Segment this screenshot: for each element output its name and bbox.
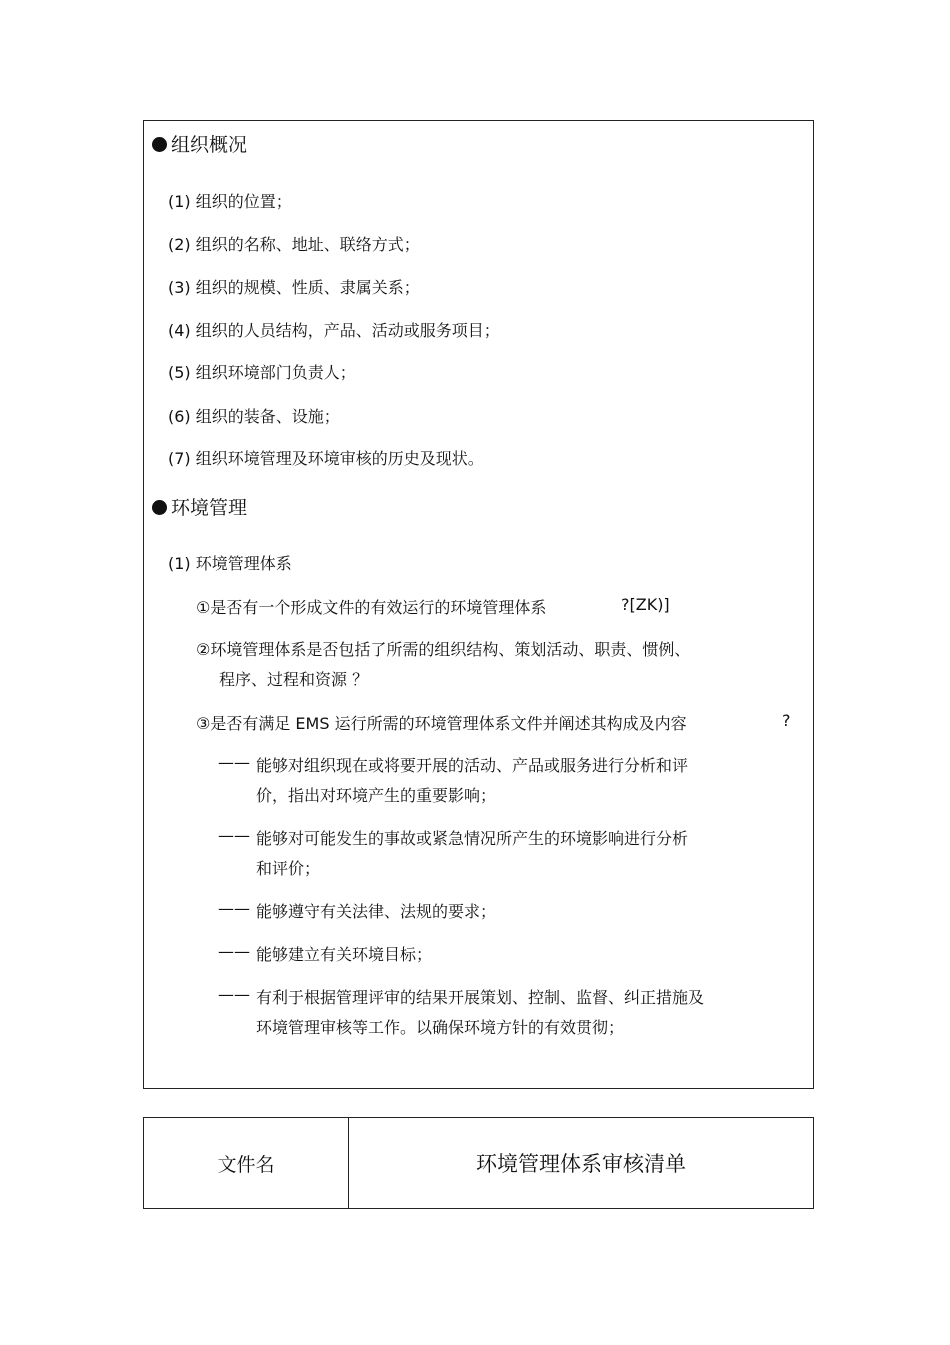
bullet-line2: 价，指出对环境产生的重要影响； bbox=[256, 786, 497, 805]
bullet-dash: —— bbox=[218, 942, 250, 961]
document-name-table bbox=[143, 1117, 814, 1209]
bullet-line1: 能够建立有关环境目标； bbox=[256, 945, 433, 964]
question-3-tail: ? bbox=[782, 711, 791, 730]
overview-item: (4) 组织的人员结构，产品、活动或服务项目； bbox=[168, 321, 500, 340]
overview-item: (1) 组织的位置； bbox=[168, 192, 292, 211]
bullet-line2: 和评价； bbox=[256, 859, 321, 878]
bullet-line1: 能够遵守有关法律、法规的要求； bbox=[256, 902, 497, 921]
overview-item: (6) 组织的装备、设施； bbox=[168, 407, 340, 426]
subsection-title: (1) 环境管理体系 bbox=[168, 554, 292, 573]
overview-item: (2) 组织的名称、地址、联络方式； bbox=[168, 235, 420, 254]
bullet-dot-icon bbox=[152, 500, 167, 515]
question-1-tail: ?[ZK)] bbox=[621, 595, 670, 614]
bullet-dash: —— bbox=[218, 985, 250, 1004]
question-3: ③是否有满足 EMS 运行所需的环境管理体系文件并阐述其构成及内容 bbox=[196, 714, 687, 733]
bullet-dash: —— bbox=[218, 826, 250, 845]
bullet-line1: 能够对组织现在或将要开展的活动、产品或服务进行分析和评 bbox=[256, 756, 689, 775]
bullet-line1: 有利于根据管理评审的结果开展策划、控制、监督、纠正措施及 bbox=[256, 988, 705, 1007]
question-2-line1: ②环境管理体系是否包括了所需的组织结构、策划活动、职责、惯例、 bbox=[196, 640, 691, 659]
overview-item: (7) 组织环境管理及环境审核的历史及现状。 bbox=[168, 449, 484, 468]
bullet-line1: 能够对可能发生的事故或紧急情况所产生的环境影响进行分析 bbox=[256, 829, 689, 848]
section-heading-overview: 组织概况 bbox=[152, 130, 247, 157]
overview-item: (5) 组织环境部门负责人； bbox=[168, 363, 356, 382]
section-heading-env-management: 环境管理 bbox=[152, 493, 247, 520]
question-1: ①是否有一个形成文件的有效运行的环境管理体系 bbox=[196, 598, 547, 617]
bullet-line2: 环境管理审核等工作。以确保环境方针的有效贯彻； bbox=[256, 1018, 625, 1037]
bullet-dot-icon bbox=[152, 137, 167, 152]
table-label-cell: 文件名 bbox=[144, 1118, 349, 1208]
bullet-dash: —— bbox=[218, 753, 250, 772]
overview-item: (3) 组织的规模、性质、隶属关系； bbox=[168, 278, 420, 297]
table-value-cell: 环境管理体系审核清单 bbox=[476, 1152, 686, 1176]
bullet-dash: —— bbox=[218, 899, 250, 918]
question-2-line2: 程序、过程和资源 ？ bbox=[219, 670, 369, 689]
